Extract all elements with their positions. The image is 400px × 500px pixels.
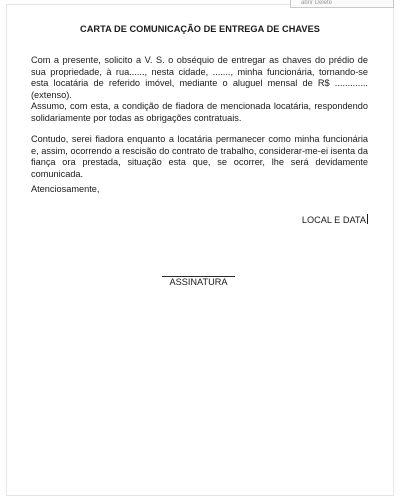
place-date-field[interactable] [302,214,368,225]
paragraph-conditions: Contudo, serei fiadora enquanto a locatária permanecer como minha funcionária e, assim, ocorrendo a rescisão do contrato de trabalho, considerar-me-ei isenta da fiança ora prestada, situação esta que, se ocorrer, lhe será devidamente comunicada. [31,134,368,179]
paragraph-guarantor: Assumo, com esta, a condição de fiadora de mencionada locatária, respondendo solidariamente por todas as obrigações contratuais. [31,101,368,123]
toolbar-partial-label[interactable]: abrir Delete [301,0,333,6]
toolbar-fragment[interactable] [290,0,394,8]
signature-label: ASSINATURA [169,277,228,287]
place-date-text: LOCAL E DATA [301,215,366,225]
document-title: CARTA DE COMUNICAÇÃO DE ENTREGA DE CHAVES [80,24,320,34]
text-cursor [367,214,368,224]
paragraph-request: Com a presente, solicito a V. S. o obséquio de entregar as chaves do prédio de sua propriedade, à rua......, nesta cidade, ......., minha funcionária, tornando-se esta locatária de referido imóvel, mediante o aluguel mensal de R$ .............(extenso). [31,55,368,100]
closing-salutation: Atenciosamente, [31,184,100,194]
